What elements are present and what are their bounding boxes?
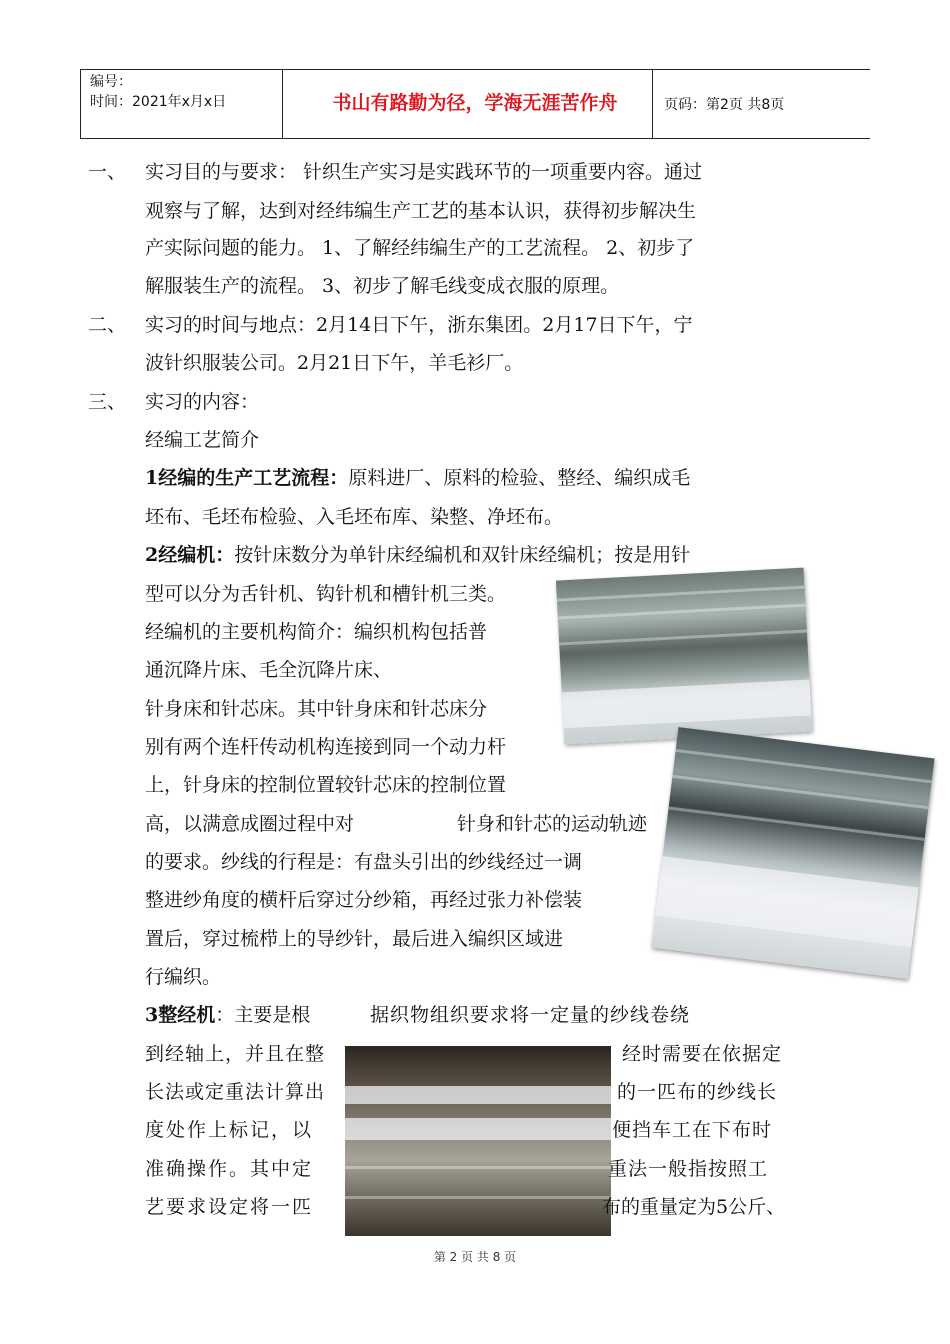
para-3-heading: 3整经机 — [145, 1004, 216, 1026]
section-1-line-3: 产实际问题的能力。 1、了解经纬编生产的工艺流程。 2、初步了 — [145, 237, 695, 259]
section-1-line-1: 实习目的与要求： 针织生产实习是实践环节的一项重要内容。通过 — [145, 161, 703, 183]
doc-number-label: 编号： — [90, 74, 132, 90]
section-3-line-1: 实习的内容： — [145, 391, 260, 413]
para-2-line-2: 型可以分为舌针机、钩针机和槽针机三类。 — [145, 583, 507, 605]
date-label: 时间：2021年x月x日 — [90, 94, 227, 110]
section-2-line-2: 波针织服装公司。2月21日下午，羊毛衫厂。 — [145, 352, 524, 374]
para-2-text: 按针床数分为单针床经编机和双针床经编机；按是用针 — [234, 544, 691, 566]
header-divider-1 — [282, 70, 283, 138]
section-3-number: 三、 — [88, 391, 127, 413]
header-table — [80, 69, 870, 139]
para-2-line-5: 针身床和针芯床。其中针身床和针芯床分 — [145, 698, 488, 720]
para-3-line-2b: 经时需要在依据定 — [622, 1043, 783, 1065]
para-3-line-4a: 度处作上标记，以 — [145, 1119, 314, 1141]
para-2-line-12: 行编织。 — [145, 966, 222, 988]
para-2-heading: 2经编机： — [145, 544, 235, 566]
para-2-line-6: 别有两个连杆传动机构连接到同一个动力杆 — [145, 736, 507, 758]
para-2-line-8b: 针身和针芯的运动轨迹 — [457, 813, 648, 835]
para-2-line-3: 经编机的主要机构简介：编织机构包括普 — [145, 621, 488, 643]
para-3-line-1b: 据织物组织要求将一定量的纱线卷绕 — [370, 1004, 691, 1026]
warping-machine-photo — [345, 1046, 611, 1236]
knitting-machine-photo-1 — [556, 568, 812, 745]
para-2-line-9: 的要求。纱线的行程是：有盘头引出的纱线经过一调 — [145, 851, 583, 873]
para-3-line-5a: 准确操作。其中定 — [145, 1158, 314, 1180]
para-2-line-1 — [145, 543, 690, 567]
header-meta — [90, 72, 226, 112]
section-2-line-1: 实习的时间与地点：2月14日下午，浙东集团。2月17日下午，宁 — [145, 314, 693, 336]
para-2-line-7: 上，针身床的控制位置较针芯床的控制位置 — [145, 774, 507, 796]
para-2-line-10: 整进纱角度的横杆后穿过分纱箱，再经过张力补偿装 — [145, 889, 583, 911]
para-3-line-3a: 长法或定重法计算出 — [145, 1081, 326, 1103]
para-2-line-4: 通沉降片床、毛全沉降片床、 — [145, 659, 393, 681]
section-1-line-2: 观察与了解，达到对经纬编生产工艺的基本认识，获得初步解决生 — [145, 200, 697, 222]
page-footer: 第 2 页 共 8 页 — [433, 1250, 517, 1264]
para-1-line-1 — [145, 466, 690, 490]
section-1-number: 一、 — [88, 161, 127, 183]
para-2-line-8a: 高，以满意成圈过程中对 — [145, 813, 355, 835]
knitting-machine-photo-2 — [651, 727, 934, 979]
para-3-line-3b: 的一匹布的纱线长 — [617, 1081, 778, 1103]
para-3-line-2a: 到经轴上，并且在整 — [145, 1043, 326, 1065]
section-1-line-4: 解服装生产的流程。 3、初步了解毛线变成衣服的原理。 — [145, 275, 620, 297]
para-3-line-6a: 艺要求设定将一匹 — [145, 1196, 314, 1218]
para-1-heading: 1经编的生产工艺流程： — [145, 467, 349, 489]
para-3-line-6b: 布的重量定为5公斤、 — [602, 1196, 786, 1218]
para-3-line-1a — [145, 1003, 310, 1027]
header-motto: 书山有路勤为径，学海无涯苦作舟 — [332, 92, 618, 114]
para-3-line-5b: 重法一般指按照工 — [608, 1158, 769, 1180]
section-2-number: 二、 — [88, 314, 127, 336]
para-1-line-2: 坯布、毛坯布检验、入毛坯布库、染整、净坯布。 — [145, 506, 564, 528]
intro-title: 经编工艺简介 — [145, 429, 260, 451]
para-1-text: 原料进厂、原料的检验、整经、编织成毛 — [348, 467, 691, 489]
para-3-text: ：主要是根 — [215, 1004, 311, 1026]
para-2-line-11: 置后，穿过梳栉上的导纱针，最后进入编织区域进 — [145, 928, 564, 950]
header-left-border — [80, 70, 81, 138]
para-3-line-4b: 便挡车工在下布时 — [612, 1119, 773, 1141]
header-page-info: 页码：第2页 共8页 — [664, 97, 785, 113]
